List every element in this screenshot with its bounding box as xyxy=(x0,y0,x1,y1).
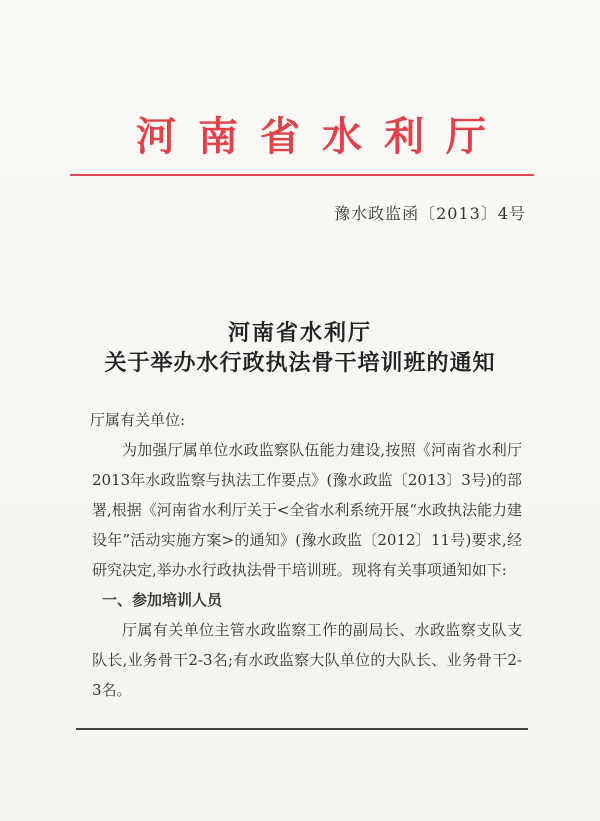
document-body xyxy=(92,405,522,705)
paragraph-1: 为加强厅属单位水政监察队伍能力建设,按照《河南省水利厅2013年水政监察与执法工作要点》(豫水政监〔2013〕3号)的部署,根据《河南省水利厅关于<全省水利系统开展“水政执法能力建设年”活动实施方案>的通知》(豫水政监〔2012〕11号)要求,经研究决定,举办水行政执法骨干培训班。现将有关事项通知如下: xyxy=(92,441,523,579)
footer-divider xyxy=(76,728,528,730)
salutation: 厅属有关单位: xyxy=(90,411,186,429)
section-1-text: 厅属有关单位主管水政监察工作的副局长、水政监察支队支队长,业务骨干2-3名;有水政监察大队单位的大队长、业务骨干2-3名。 xyxy=(92,621,522,699)
title-line-1: 河南省水利厅 xyxy=(227,320,372,346)
title-line-2: 关于举办水行政执法骨干培训班的通知 xyxy=(104,350,496,376)
section-1-heading: 一、参加培训人员 xyxy=(102,591,223,609)
letterhead-divider xyxy=(70,174,534,176)
document-number: 豫水政监函〔2013〕4号 xyxy=(334,204,526,223)
agency-letterhead: 河南省水利厅 xyxy=(136,113,508,160)
